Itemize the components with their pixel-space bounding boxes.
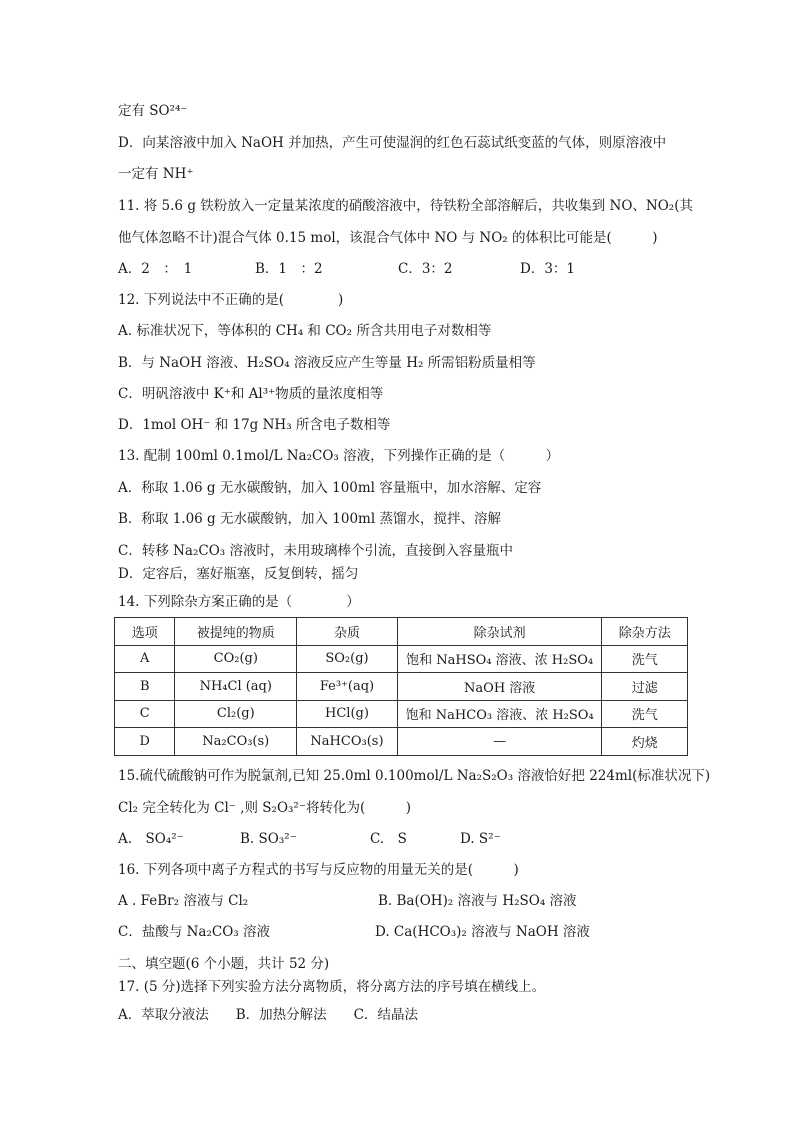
- table-cell: 过滤: [602, 673, 688, 701]
- table-cell: 饱和 NaHSO₄ 溶液、浓 H₂SO₄: [397, 645, 602, 673]
- q13-option-c: C．转移 Na₂CO₃ 溶液时，未用玻璃棒个引流，直接倒入容量瓶中: [118, 543, 513, 559]
- table-cell: CO₂(g): [175, 645, 297, 673]
- q15-option-c: C. S: [370, 831, 407, 847]
- question-11-stem-cont: 他气体忽略不计)混合气体 0.15 mol，该混合气体中 NO 与 NO₂ 的体积比可能是( ): [118, 230, 658, 246]
- question-15-stem: 15.硫代硫酸钠可作为脱氯剂,已知 25.0ml 0.100mol/L Na₂S₂O₃ 溶液恰好把 224ml(标准状况下): [118, 768, 711, 784]
- q13-option-d: D．定容后，塞好瓶塞，反复倒转，摇匀: [118, 566, 359, 582]
- header-impurity: 杂质: [297, 618, 398, 646]
- table-cell: NaOH 溶液: [397, 673, 602, 701]
- table-row: [115, 728, 688, 756]
- q12-option-c: C．明矾溶液中 K⁺和 Al³⁺物质的量浓度相等: [118, 386, 384, 402]
- header-method: 除杂方法: [602, 618, 688, 646]
- q11-option-b: B．1 ：2: [255, 261, 323, 277]
- table-row: [115, 700, 688, 728]
- table-cell: B: [115, 673, 175, 701]
- q12-option-a: A. 标准状况下，等体积的 CH₄ 和 CO₂ 所含共用电子对数相等: [118, 323, 492, 339]
- question-10-option-d: D．向某溶液中加入 NaOH 并加热，产生可使湿润的红色石蕊试纸变蓝的气体，则原溶液中: [118, 135, 667, 151]
- table-cell: 洗气: [602, 700, 688, 728]
- table-cell: 灼烧: [602, 728, 688, 756]
- table-row: [115, 645, 688, 673]
- question-13-stem: 13. 配制 100ml 0.1mol/L Na₂CO₃ 溶液，下列操作正确的是（ ）: [118, 448, 560, 464]
- q11-option-c: C．3：2: [398, 261, 453, 277]
- text-line: 一定有 NH⁺: [118, 166, 194, 182]
- table-cell: Fe³⁺(aq): [297, 673, 398, 701]
- table-cell: NaHCO₃(s): [297, 728, 398, 756]
- table-cell: Na₂CO₃(s): [175, 728, 297, 756]
- table-cell: HCl(g): [297, 700, 398, 728]
- question-17-stem: 17. (5 分)选择下列实验方法分离物质，将分离方法的序号填在横线上。: [118, 979, 546, 995]
- q13-option-b: B．称取 1.06 g 无水碳酸钠，加入 100ml 蒸馏水，搅拌、溶解: [118, 511, 501, 527]
- table-cell: SO₂(g): [297, 645, 398, 673]
- header-reagent: 除杂试剂: [397, 618, 602, 646]
- q15-option-d: D. S²⁻: [460, 831, 501, 847]
- q16-option-c: C．盐酸与 Na₂CO₃ 溶液: [118, 924, 270, 940]
- q12-option-b: B．与 NaOH 溶液、H₂SO₄ 溶液反应产生等量 H₂ 所需铝粉质量相等: [118, 355, 536, 371]
- q15-option-a: A. SO₄²⁻: [118, 831, 184, 847]
- table-cell: 饱和 NaHCO₃ 溶液、浓 H₂SO₄: [397, 700, 602, 728]
- table-cell: NH₄Cl (aq): [175, 673, 297, 701]
- q11-option-a: A．2 ： 1: [118, 261, 193, 277]
- table-cell: D: [115, 728, 175, 756]
- table-cell: Cl₂(g): [175, 700, 297, 728]
- q17-methods: A．萃取分液法 B．加热分解法 C．结晶法: [118, 1007, 418, 1023]
- header-option: 选项: [115, 618, 175, 646]
- purification-table: [114, 617, 688, 756]
- q13-option-a: A．称取 1.06 g 无水碳酸钠，加入 100ml 容量瓶中，加水溶解、定容: [118, 480, 542, 496]
- table-cell: C: [115, 700, 175, 728]
- question-15-stem-cont: Cl₂ 完全转化为 Cl⁻ ,则 S₂O₃²⁻将转化为( ): [118, 800, 411, 816]
- question-11-stem: 11. 将 5.6 g 铁粉放入一定量某浓度的硝酸溶液中，待铁粉全部溶解后，共收集到 NO、NO₂(其: [118, 198, 693, 214]
- table-cell: —: [397, 728, 602, 756]
- table-header-row: [115, 618, 688, 646]
- section-heading: 二、填空题(6 个小题，共计 52 分): [118, 956, 330, 972]
- q16-option-a: A . FeBr₂ 溶液与 Cl₂: [118, 893, 249, 909]
- table-cell: A: [115, 645, 175, 673]
- q16-option-d: D. Ca(HCO₃)₂ 溶液与 NaOH 溶液: [375, 924, 590, 940]
- table-cell: 洗气: [602, 645, 688, 673]
- q15-option-b: B. SO₃²⁻: [240, 831, 297, 847]
- table-row: [115, 673, 688, 701]
- question-16-stem: 16. 下列各项中离子方程式的书写与反应物的用量无关的是( ): [118, 862, 519, 878]
- q16-option-b: B. Ba(OH)₂ 溶液与 H₂SO₄ 溶液: [378, 893, 577, 909]
- question-14-stem: 14. 下列除杂方案正确的是（ ）: [118, 594, 360, 610]
- question-12-stem: 12. 下列说法中不正确的是( ): [118, 292, 344, 308]
- text-line: 定有 SO²⁴⁻: [118, 103, 188, 119]
- q12-option-d: D．1mol OH⁻ 和 17g NH₃ 所含电子数相等: [118, 417, 391, 433]
- q11-option-d: D．3：1: [520, 261, 576, 277]
- header-substance: 被提纯的物质: [175, 618, 297, 646]
